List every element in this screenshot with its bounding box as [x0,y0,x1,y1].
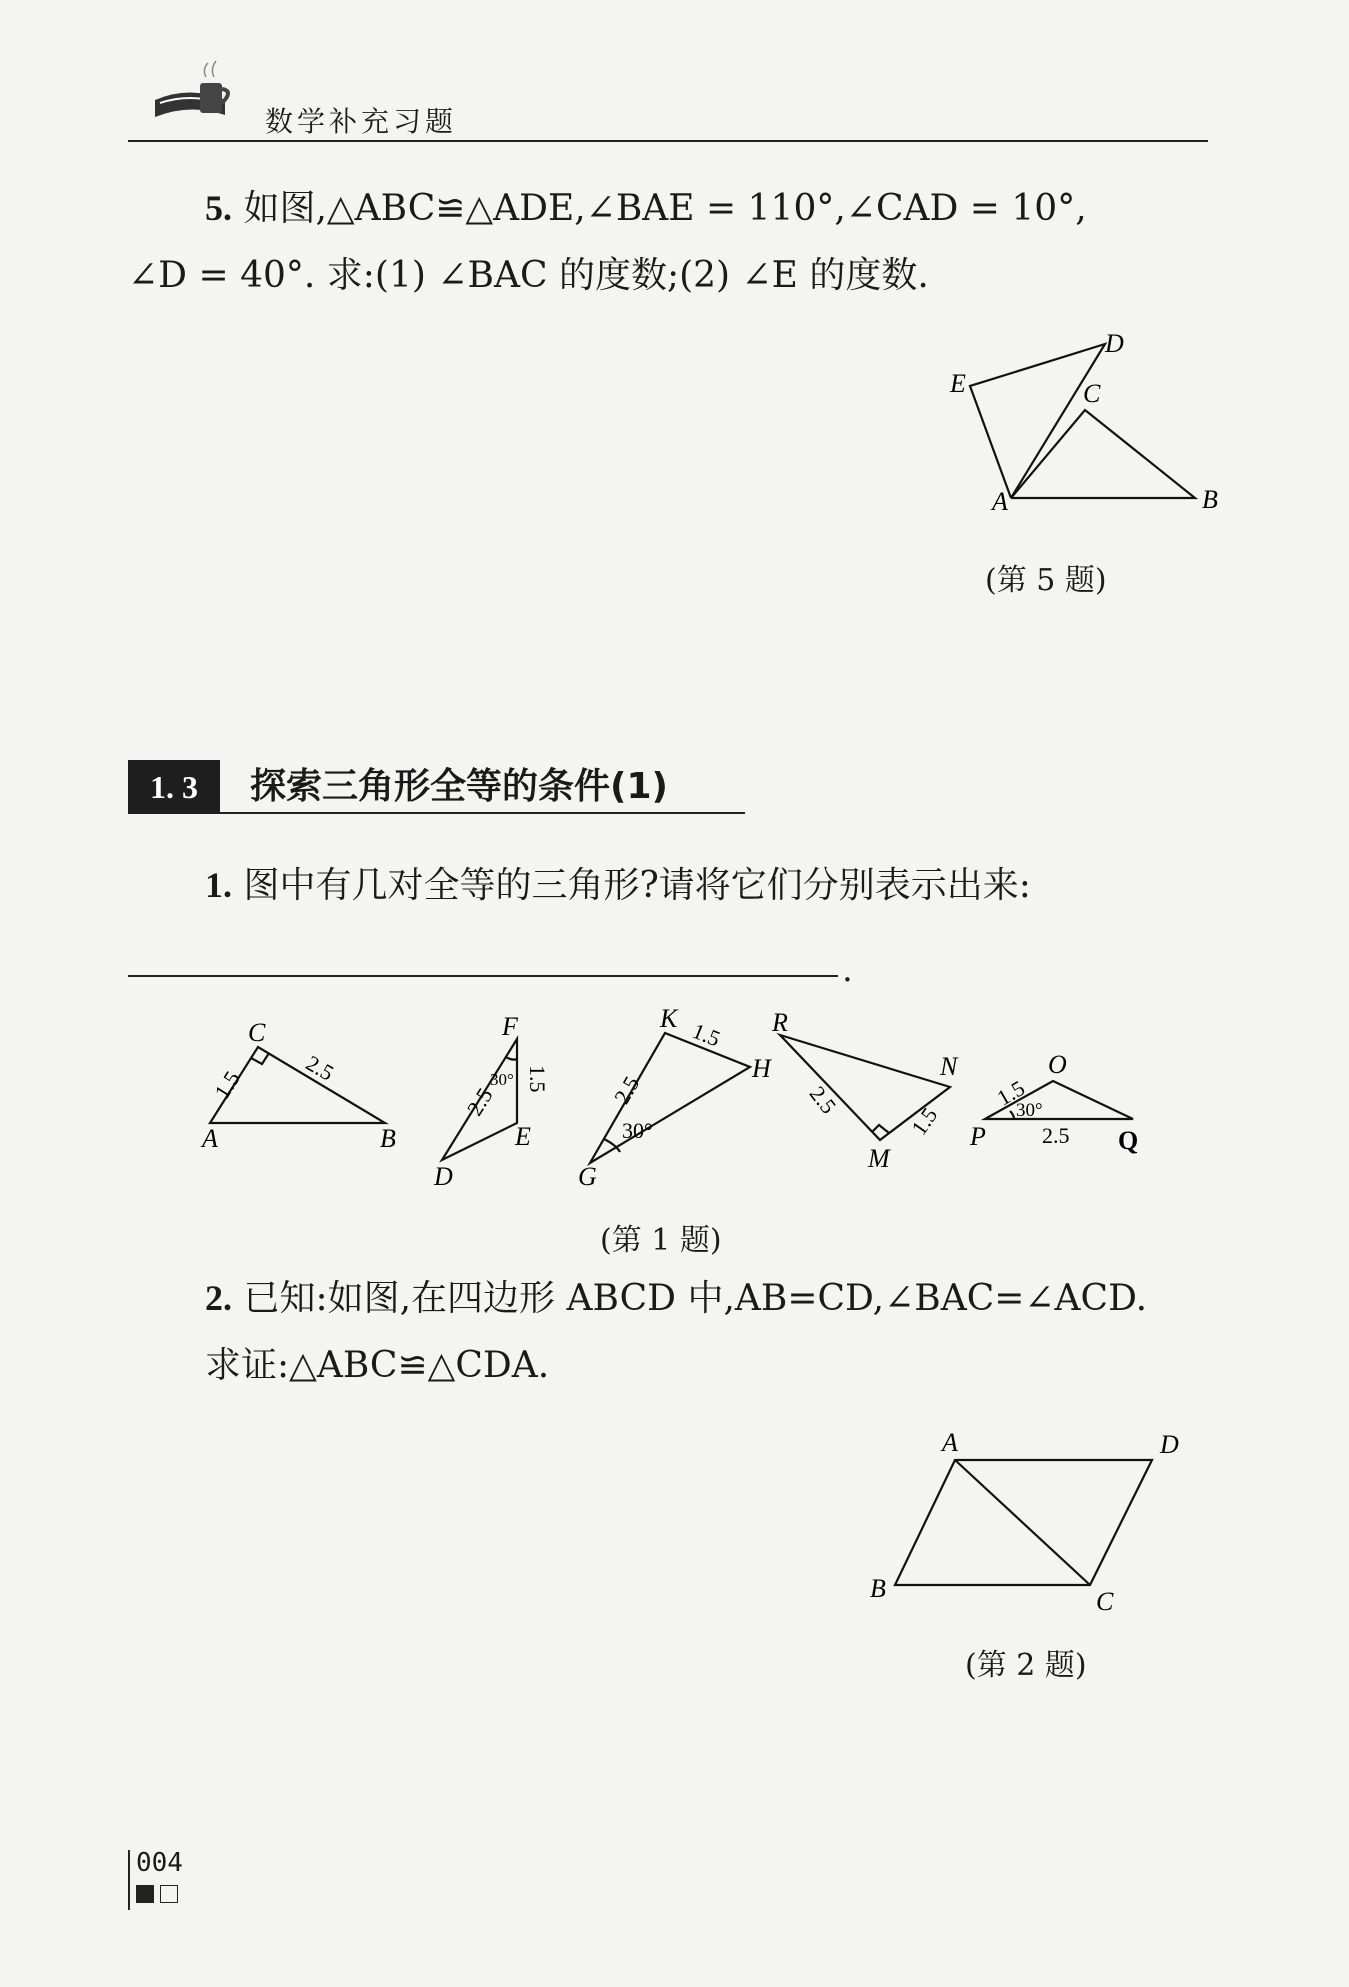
tri4-label-r: R [772,1008,788,1037]
q1-caption: (第 1 题) [600,1223,722,1258]
label-d: D [1160,1430,1179,1459]
diagonal-ac [955,1460,1090,1585]
q1-figure [190,1005,1150,1205]
header-title: 数学补充习题 [265,105,458,138]
q5-caption: (第 5 题) [985,563,1107,598]
section-badge: 1. 3 [128,760,220,814]
q1-number: 1. [205,865,232,905]
label-a: A [942,1428,958,1457]
q5-line1 [205,175,1087,242]
tri3-side-gk: 2.5 [608,1071,645,1109]
tri1-label-b: B [380,1124,396,1153]
tri2-label-e: E [515,1122,531,1151]
label-d: D [1105,330,1124,358]
q5-line2: ∠D = 40°. 求:(1) ∠BAC 的度数;(2) ∠E 的度数. [128,255,929,296]
angle-mark-p [1010,1111,1014,1119]
footer-empty-square [160,1885,178,1903]
footer-filled-square [136,1885,154,1903]
tri3-label-k: K [660,1005,678,1033]
triangle-ade [970,344,1105,498]
q2-number: 2. [205,1278,232,1318]
tri2-angle: 30° [490,1070,514,1089]
tri5-angle: 30° [1016,1100,1043,1121]
tri5-label-o: O [1048,1050,1067,1079]
tri4-side-mn: 1.5 [906,1102,943,1140]
label-c: C [1083,379,1101,408]
tri1-side-cb: 2.5 [301,1050,339,1086]
tri4-side-rm: 2.5 [804,1081,842,1119]
tri3-label-g: G [578,1162,597,1191]
q5-number: 5. [205,188,232,228]
tri2-side-fe: 1.5 [525,1065,550,1093]
tri1-label-c: C [248,1018,266,1047]
right-angle-mark-m [872,1125,889,1133]
answer-blank-line [128,975,838,977]
q1-text: 图中有几对全等的三角形?请将它们分别表示出来: [243,865,1031,906]
q2-line1 [205,1265,1147,1332]
tri2-side-df: 2.5 [461,1083,498,1121]
tri4-label-n: N [940,1052,958,1081]
tri5-label-p: P [970,1122,986,1151]
q2-text-line1: 已知:如图,在四边形 ABCD 中,AB=CD,∠BAC=∠ACD. [243,1278,1148,1319]
tri1-label-a: A [202,1124,218,1153]
q5-text-line1: 如图,△ABC≌△ADE,∠BAE = 110°,∠CAD = 10°, [243,188,1087,229]
tri3-side-kh: 1.5 [689,1017,724,1052]
label-e: E [950,369,966,398]
header-rule [128,140,1208,142]
tri5-label-q: Q [1118,1126,1139,1155]
label-b: B [1202,485,1218,514]
q5-figure [940,330,1230,530]
label-c: C [1096,1587,1114,1616]
angle-mark-f [506,1057,517,1060]
tri1-side-ac: 1.5 [209,1066,245,1104]
footer-bar [128,1850,130,1910]
tri2-label-d: D [434,1162,453,1191]
section-underline [220,812,745,814]
book-cup-icon [150,55,240,135]
q2-figure [860,1425,1190,1625]
section-title: 探索三角形全等的条件(1) [250,766,668,807]
tri3-angle: 30° [622,1118,653,1143]
answer-end-dot: . [842,950,853,990]
tri2-label-f: F [502,1012,518,1041]
tri5-side-po: 1.5 [992,1075,1029,1111]
q2-line2: 求证:△ABC≌△CDA. [205,1345,550,1386]
q2-caption: (第 2 题) [965,1648,1087,1683]
tri3-label-h: H [752,1054,771,1083]
tri4-label-m: M [868,1144,890,1173]
page-number: 004 [136,1848,183,1878]
tri5-side-pq: 2.5 [1042,1123,1070,1148]
q1-line [205,852,1031,919]
label-b: B [870,1574,886,1603]
label-a: A [992,487,1008,516]
